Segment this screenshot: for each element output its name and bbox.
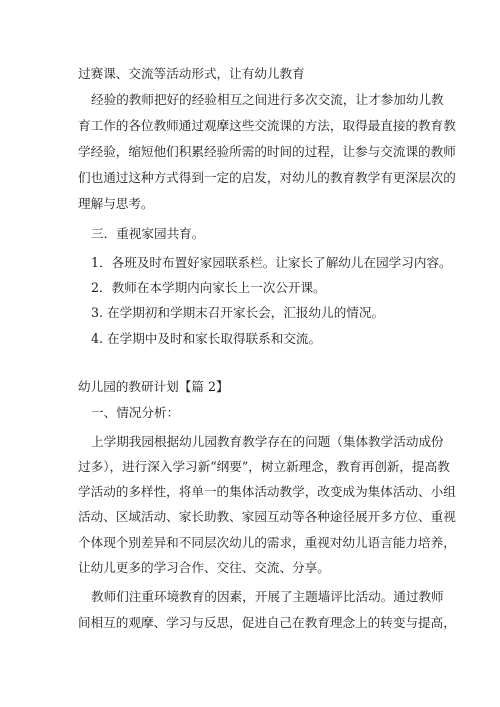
list-item: 4. 在学期中及时和家长取得联系和交流。 — [91, 331, 322, 346]
paragraph-line: 让幼儿更多的学习合作、交往、交流、分享。 — [78, 560, 330, 575]
list-item: 2．教师在本学期内向家长上一次公开课。 — [91, 280, 326, 295]
paragraph-line: 教师们注重环境教育的因素，开展了主题墙评比活动。通过教师 — [91, 589, 444, 604]
list-item: 3. 在学期初和学期末召开家长会，汇报幼儿的情况。 — [91, 305, 385, 320]
paragraph-line: 过多），进行深入学习新“纲要”，树立新理念，教育再创新，提高教 — [78, 459, 450, 474]
text-line: 过赛课、交流等活动形式，让有幼儿教育 — [78, 66, 305, 81]
paragraph-line: 个体现个别差异和不同层次幼儿的需求，重视对幼儿语言能力培养， — [78, 535, 456, 550]
paragraph-line: 理解与思考。 — [78, 196, 154, 211]
paragraph-line: 活动、区域活动、家长助教、家园互动等各种途径展开多方位、重视 — [78, 509, 456, 524]
paragraph-line: 学活动的多样性，将单一的集体活动教学，改变成为集体活动、小组 — [78, 484, 456, 499]
section-heading: 三．重视家园共育。 — [91, 226, 205, 241]
paragraph-line: 学经验，缩短他们积累经验所需的时间的过程，让参与交流课的教师 — [78, 144, 456, 159]
paragraph-line: 经验的教师把好的经验相互之间进行多次交流，让才参加幼儿教 — [91, 92, 444, 107]
paragraph-line: 们也通过这种方式得到一定的启发，对幼儿的教育教学有更深层次的 — [78, 170, 456, 185]
paragraph-line: 育工作的各位教师通过观摩这些交流课的方法，取得最直接的教育教 — [78, 118, 456, 133]
article-title: 幼儿园的教研计划【篇 2】 — [78, 379, 229, 394]
section-heading: 一、情况分析： — [91, 405, 180, 420]
paragraph-line: 间相互的观摩、学习与反思，促进自己在教育理念上的转变与提高， — [78, 615, 456, 630]
list-item: 1．各班及时布置好家园联系栏。让家长了解幼儿在园学习内容。 — [91, 255, 452, 270]
paragraph-line: 上学期我园根据幼儿园教育教学存在的问题（集体教学活动成份 — [91, 434, 444, 449]
